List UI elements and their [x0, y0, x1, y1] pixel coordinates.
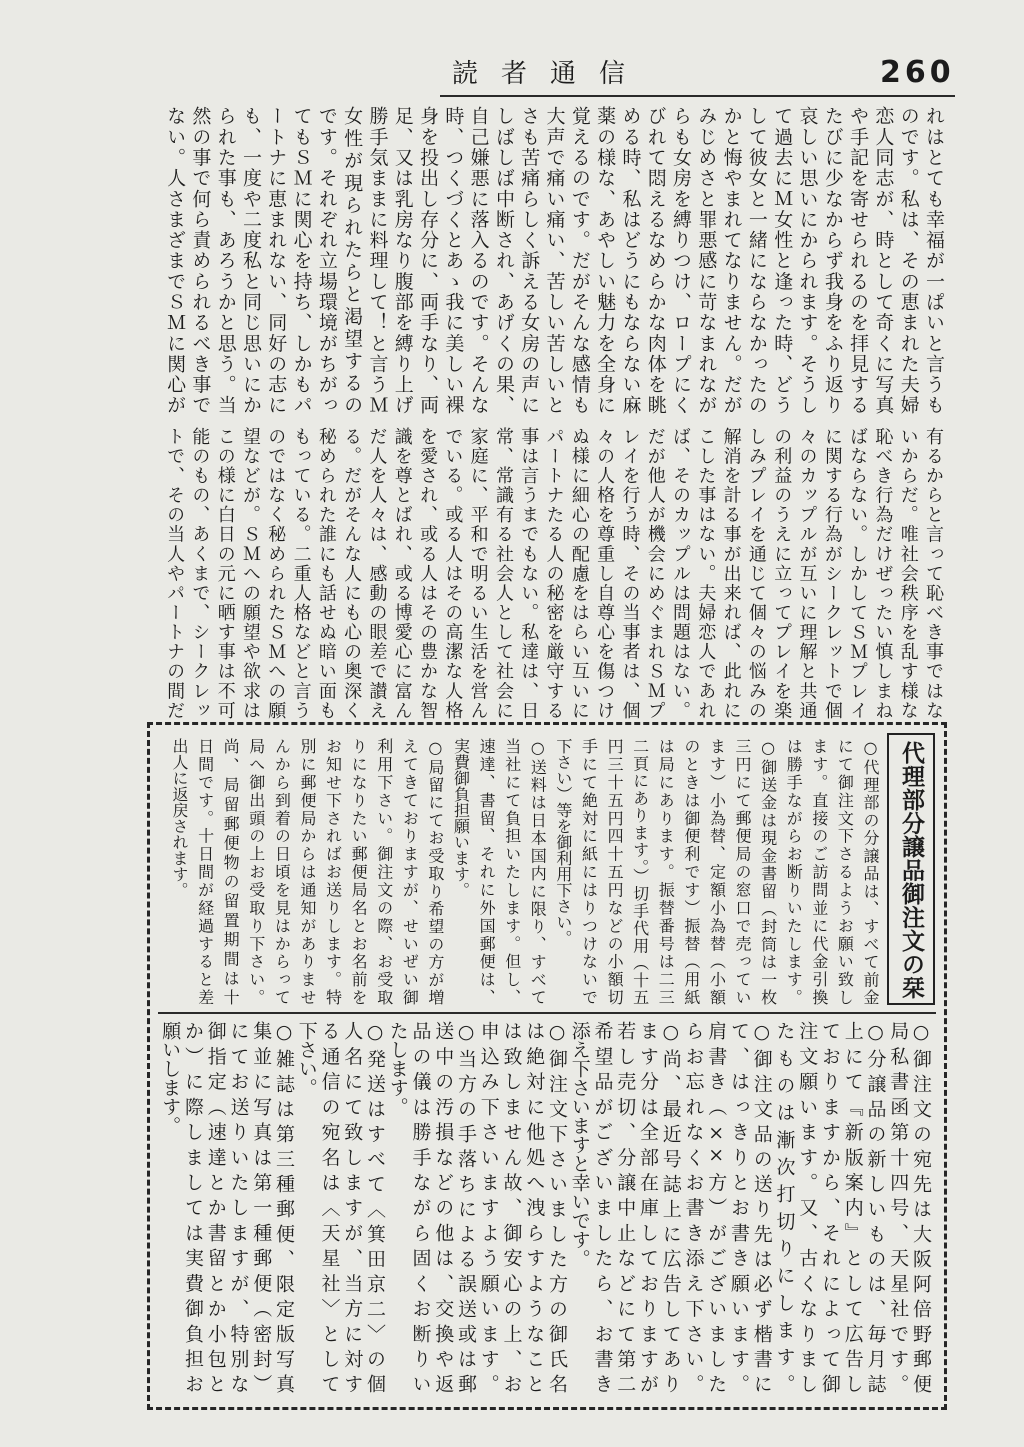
text-column: 有るからと言って恥べき事ではな	[923, 427, 944, 719]
text-column: ○御送金は現金書留（封筒は一枚	[758, 738, 778, 1005]
text-column: ぬ様に細心の配慮をはらい互いに	[568, 427, 590, 719]
text-column: 御指定（速達とか書留とか小包と	[204, 1021, 227, 1393]
text-column: 自己嫌悪に落入るのです。そんな	[467, 106, 490, 414]
text-column: 恥べき行為だけぜったい慎しまね	[872, 427, 894, 719]
text-column: ○御注文の宛先は大阪阿倍野郵便	[910, 1021, 932, 1393]
section-divider	[158, 1012, 936, 1014]
text-column: らお忘れなくお書き添え下さい。	[682, 1021, 705, 1393]
text-column: 送中の汚損などの他は、交換や返	[432, 1021, 455, 1393]
text-column: 添え下さいますと幸いです。	[568, 1021, 591, 1268]
text-column: だ人を人々は、感動の眼差で讃え	[366, 427, 388, 719]
text-column: かと悔やまれてなりません。だが	[720, 106, 743, 414]
text-column: 々の人格を尊重し自尊心を傷つけ	[594, 427, 616, 719]
text-column: める時、私はどうにもならない麻	[619, 106, 642, 414]
text-column: 勝手気ままに料理して！と言うＭ	[366, 106, 389, 414]
text-column: 然の事で何ら責められるべき事で	[189, 106, 212, 414]
text-column: ○雑誌は第三種郵便、限定版写真	[273, 1021, 295, 1393]
text-column: トで、その当人やパートナの間だ	[164, 427, 186, 719]
text-column: ○代理部の分譲品は、すべて前金	[861, 738, 880, 1005]
text-column: 下さい）等を御利用下さい。	[553, 738, 573, 946]
text-column: お知せ下さればお送りします。特	[323, 738, 343, 1005]
order-guide-upper-section	[166, 738, 883, 1005]
text-column: 事は言うまでもない。私達は、日	[518, 427, 540, 719]
text-column: もっている。二重人格などと言う	[290, 427, 312, 719]
text-column: 常、常識有る社会人として社会に	[492, 427, 514, 719]
text-column: 肩書き（××方）がございました	[705, 1021, 728, 1393]
text-column: ます。直接のご訪問並に代金引換	[809, 738, 829, 1005]
text-column: の利益のうえに立ってプレイを楽	[771, 427, 793, 719]
order-guide-title-text: 代理部分譲品御注文の栞	[898, 741, 925, 999]
text-column: 申込み下さいますよう願います。	[477, 1021, 500, 1393]
text-column: ておりますから、それによって御	[819, 1021, 841, 1393]
text-column: は致しません故、御安心の上、お	[500, 1021, 523, 1393]
text-column: のときは御便利です）振替（用紙	[681, 738, 701, 1005]
text-column: 能のもの、あくまで、シークレッ	[189, 427, 211, 719]
text-column: 尚、局留郵便物の留置期間は十	[221, 738, 241, 1005]
text-column: ます分は全部在庫しておりますが	[637, 1021, 659, 1393]
text-column: か）に際しましては実費御負担お	[182, 1021, 204, 1393]
text-column: こした事はない。夫婦恋人であれ	[695, 427, 717, 719]
text-column: ○御注文下さいました方の御氏名	[546, 1021, 568, 1393]
text-column: ます）小為替、定額小為替（小額	[707, 738, 727, 1005]
text-column: 局へ御出頭の上お受取り下さい。	[246, 738, 266, 1005]
text-column: たものは漸次打切りにします。	[773, 1021, 796, 1393]
text-column: ば、そのカップルは問題はない。	[670, 427, 692, 719]
text-column: だが他人が機会にめぐまれＳＭプ	[644, 427, 666, 719]
text-column: 若し売切、分譲中止などにて第二	[614, 1021, 637, 1393]
text-column: のです。私は、その恵まれた夫婦	[897, 106, 920, 414]
text-column: 恋人同志が、時として奇くに写真	[872, 106, 895, 414]
order-guide-lower-section	[158, 1021, 932, 1393]
text-column: 別に郵便局からは通知がありませ	[297, 738, 317, 1005]
text-column: ○送料は日本国内に限り、すべて	[528, 738, 548, 1005]
text-column: 時、つくづくとあゝ我に美しい裸	[442, 106, 465, 414]
text-column: 願いします。	[159, 1021, 182, 1135]
text-column: 々のカップルが互いに理解と共通	[796, 427, 818, 719]
text-column: のではなく秘められたＳＭへの願	[265, 427, 287, 719]
text-column: ○局留にてお受取り希望の方が増	[425, 738, 445, 1005]
text-column: 出人に返戻されます。	[169, 738, 189, 898]
text-column: 解消を計る事が出来れば、此れに	[720, 427, 742, 719]
text-column: でいる。或る人はその高潔な人格	[442, 427, 464, 719]
text-column: 大声で痛い痛い、苦しい苦しいと	[543, 106, 566, 414]
text-column: れはとても幸福が一ぱいと言うも	[923, 106, 945, 414]
text-column: にて御注文下さるようお願い致し	[835, 738, 855, 1005]
text-column: たびに少なからず我身をふり返り	[821, 106, 844, 414]
page-section-title: 読者通信	[452, 59, 649, 89]
text-column: して彼女と一緒にならなかったの	[745, 106, 768, 414]
text-column: 下さい。	[295, 1021, 318, 1097]
text-column: ない。人さまざまでＳＭに関心が	[164, 106, 187, 414]
text-column: ートナに恵まれない、同好の志に	[265, 106, 288, 414]
text-column: びれて悶えるなめらかな肉体を眺	[644, 106, 667, 414]
text-column: らも女房を縛りつけ、ロープにく	[670, 106, 693, 414]
text-column: 足、又は乳房なり腹部を縛り上げ	[391, 106, 414, 414]
article-upper-tier	[162, 106, 946, 414]
order-guide-title	[890, 741, 932, 999]
text-column: 品の儀は勝手ながら固くお断りい	[409, 1021, 432, 1393]
text-column: この様に白日の元に晒す事は不可	[214, 427, 236, 719]
text-column: しみプレイを通じて個々の悩みの	[745, 427, 767, 719]
text-column: られた事も、あろうかと思う。当	[214, 106, 237, 414]
text-column: に関する行為がシークレットで個	[821, 427, 843, 719]
article-lower-tier	[162, 427, 946, 719]
text-column: ○分譲品の新しいものは、毎月誌	[864, 1021, 887, 1393]
text-column: ○御注文品の送り先は必ず楷書に	[750, 1021, 773, 1393]
text-column: にてお送りいたしますが、特別な	[227, 1021, 250, 1393]
text-column: 覚えるのです。だがそんな感情も	[568, 106, 591, 414]
text-column: しばしば中断され、あげくの果、	[492, 106, 515, 414]
text-column: たします。	[386, 1021, 409, 1116]
text-column: や手記を寄せられるのを拝見する	[847, 106, 870, 414]
text-column: 二頁にあります。）切手代用（十五	[630, 738, 650, 1005]
text-column: 家庭に、平和で明るい生活を営ん	[467, 427, 489, 719]
text-column: んから到着の日頃を見はからって	[272, 738, 292, 1005]
text-column: えてきておりますが、せいぜい御	[400, 738, 420, 1005]
text-column: 女性が現られたらと渇望するの	[341, 106, 364, 414]
text-column: 円三十五円四十五円などの小額切	[605, 738, 625, 1005]
text-column: 薬の様な、あやしい魅力を全身に	[594, 106, 617, 414]
text-column: 身を投出し存分に、両手なり、両	[417, 106, 440, 414]
text-column: は絶対に他処へ洩らすようなこと	[523, 1021, 546, 1393]
header-rule	[440, 95, 955, 97]
text-column: 注文願います。又、古くなりまし	[796, 1021, 819, 1393]
text-column: 当社にて負担いたします。但し、	[502, 738, 522, 1005]
text-column: る。だがそんな人にも心の奥深く	[341, 427, 363, 719]
text-column: 集並に写真は第一種郵便（密封）	[250, 1021, 273, 1393]
text-column: みじめさと罪悪感に苛なまれなが	[695, 106, 718, 414]
text-column: です。それぞれ立場環境がちがっ	[315, 106, 338, 414]
text-column: さも苦痛らしく訴える女房の声に	[518, 106, 541, 414]
text-column: てもＳＭに関心を持ち、しかもパ	[290, 106, 313, 414]
text-column: る通信の宛名は〈天星社〉として	[318, 1021, 341, 1393]
text-column: 人名にて致しますが、当方に対す	[341, 1021, 364, 1393]
text-column: 速達、書留、それに外国郵便は、	[477, 738, 497, 1005]
text-column: パートナたる人の秘密を厳守する	[543, 427, 565, 719]
text-column: 実費御負担願います。	[451, 738, 471, 898]
text-column: 望などが。ＳＭへの願望や欲求は	[239, 427, 261, 719]
text-column: 三円にて郵便局の窓口で売ってい	[733, 738, 753, 1005]
text-column: ○発送はすべて〈箕田京二〉の個	[364, 1021, 386, 1393]
text-column: 識を尊とばれ、或る博愛心に富ん	[391, 427, 413, 719]
text-column: りになりたい郵便局名とお名前を	[349, 738, 369, 1005]
text-column: 上にて『新版案内』として広告し	[841, 1021, 864, 1393]
text-column: は勝手ながらお断りいたします。	[784, 738, 804, 1005]
text-column: 希望品がございましたら、お書き	[591, 1021, 614, 1393]
text-column: 日間です。十日間が経過すると差	[195, 738, 215, 1005]
text-column: レイを行う時、その当事者は、個	[619, 427, 641, 719]
text-column: 手にて絶対に紙にはりつけないで	[579, 738, 599, 1005]
text-column: 局私書函第十四号、天星社です。	[887, 1021, 910, 1393]
page-number: 260	[880, 55, 955, 90]
text-column: て過去にＭ女性と逢った時、どう	[771, 106, 794, 414]
text-column: も、一度や二度私と同じ思いにか	[239, 106, 262, 414]
text-column: いからだ。唯社会秩序を乱す様な	[897, 427, 919, 719]
text-column: 利用下さい。御注文の際、お受取	[374, 738, 394, 1005]
text-column: は局にあります。振替番号は二三	[656, 738, 676, 1005]
text-column: て、はっきりとお書き願います。	[728, 1021, 750, 1393]
text-column: を愛され、或る人はその豊かな智	[417, 427, 439, 719]
text-column: ○当方の手落ちによる誤送或は郵	[455, 1021, 477, 1393]
text-column: ばならない。しかしてＳＭプレイ	[847, 427, 869, 719]
text-column: ○尚、最近号誌上に広告してあり	[659, 1021, 682, 1393]
text-column: 哀しい思いにかられます。そうし	[796, 106, 819, 414]
text-column: 秘められた誰にも話せぬ暗い面も	[315, 427, 337, 719]
